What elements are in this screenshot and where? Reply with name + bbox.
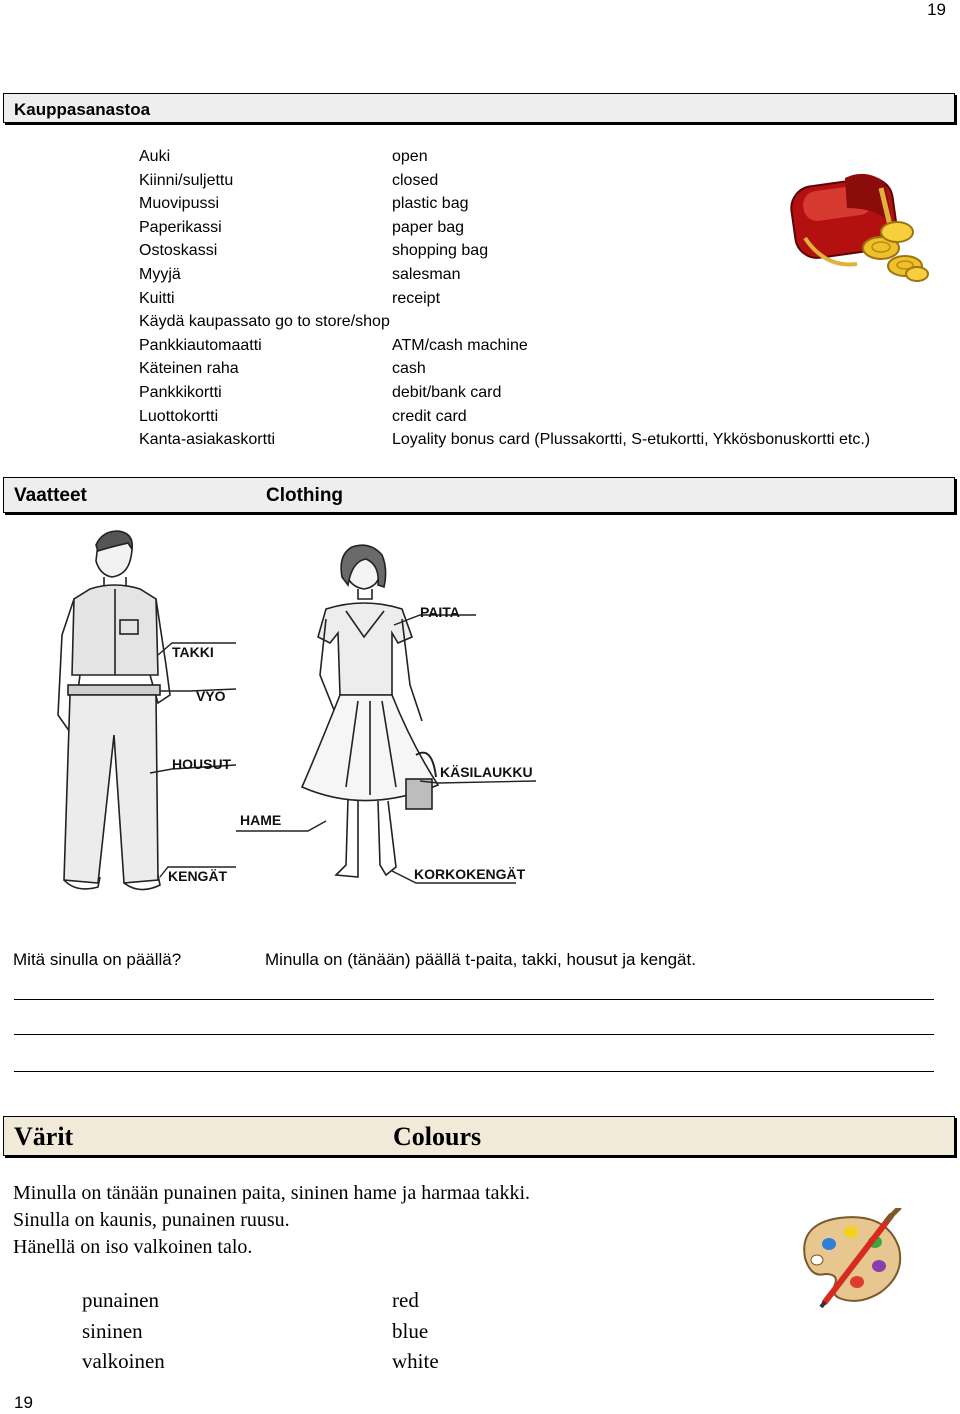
shopping-vocabulary-header — [3, 93, 955, 123]
page-number-bottom: 19 — [14, 1393, 33, 1412]
vocab-fi: Kanta-asiakaskortti — [139, 431, 276, 449]
label-vyo: VYÖ — [196, 688, 226, 704]
vocab-en: closed — [392, 171, 439, 189]
kasilaukku-leader — [420, 781, 536, 783]
colour-en: red — [392, 1288, 419, 1312]
label-takki: TAKKI — [172, 644, 214, 660]
colour-fi: sininen — [82, 1318, 143, 1343]
colour-sentence: Minulla on tänään punainen paita, sininen hame ja harmaa takki. — [13, 1182, 531, 1204]
coin-purse-icon — [785, 168, 930, 290]
colours-header — [3, 1116, 955, 1156]
vocab-fi: Pankkiautomaatti — [139, 336, 262, 354]
answer-line[interactable] — [14, 1071, 934, 1072]
vocab-en: credit card — [392, 407, 467, 425]
vocab-en: debit/bank card — [392, 383, 502, 401]
vocab-en: open — [392, 148, 428, 165]
woman-figure — [302, 545, 438, 877]
clothing-illustration — [40, 525, 540, 905]
vocab-fi: Pankkikortti — [139, 383, 222, 401]
colour-en: blue — [392, 1318, 429, 1343]
label-kengat: KENGÄT — [168, 868, 228, 884]
colours-title-fi: Värit — [14, 1122, 74, 1151]
clothing-example-answer: Minulla on (tänään) päällä t-paita, takki, housut ja kengät. — [265, 950, 696, 969]
clothing-title-en: Clothing — [266, 485, 344, 506]
clothing-title-fi: Vaatteet — [14, 485, 87, 506]
vocab-en: shopping bag — [392, 242, 489, 260]
vocab-fi: Kuitti — [139, 289, 175, 307]
man-figure — [58, 531, 170, 890]
colour-sentence: Hänellä on iso valkoinen talo. — [13, 1236, 253, 1258]
vocab-en: paper bag — [392, 218, 465, 236]
vocab-en: Loyality bonus card (Plussakortti, S-etukortti, Ykkösbonuskortti etc.) — [392, 431, 871, 449]
vocab-fi: Myyjä — [139, 265, 181, 283]
page-number-top: 19 — [927, 0, 946, 19]
colour-sentences — [13, 1180, 530, 1261]
vocab-en: cash — [392, 360, 426, 378]
label-paita: PAITA — [420, 604, 460, 620]
vocab-en: receipt — [392, 289, 441, 307]
label-korkokengat: KORKOKENGÄT — [414, 866, 526, 882]
label-housut: HOUSUT — [172, 756, 232, 772]
clothing-question: Mitä sinulla on päällä? — [13, 950, 182, 969]
paint-palette-icon — [795, 1208, 907, 1308]
shopping-vocabulary-title: Kauppasanastoa — [14, 100, 151, 119]
clothing-header — [3, 477, 955, 513]
colour-fi: valkoinen — [82, 1349, 165, 1373]
colour-en: white — [392, 1349, 439, 1373]
vocab-fi: Muovipussi — [139, 195, 220, 213]
answer-line[interactable] — [14, 999, 934, 1000]
vocab-fi: Auki — [139, 148, 171, 165]
answer-line[interactable] — [14, 1034, 934, 1035]
vocab-en: ATM/cash machine — [392, 336, 528, 354]
vocab-fi: Käydä kaupassato go to store/shop — [139, 313, 390, 331]
colour-fi: punainen — [82, 1288, 159, 1312]
vocab-en: plastic bag — [392, 195, 469, 213]
colour-sentence: Sinulla on kaunis, punainen ruusu. — [13, 1209, 290, 1231]
vocab-fi: Paperikassi — [139, 218, 222, 236]
vocab-fi: Käteinen raha — [139, 360, 239, 378]
colours-title-en: Colours — [393, 1122, 482, 1151]
vocab-fi: Kiinni/suljettu — [139, 171, 234, 189]
vocab-fi: Luottokortti — [139, 407, 219, 425]
vocab-fi: Ostoskassi — [139, 242, 218, 260]
label-kasilaukku: KÄSILAUKKU — [440, 764, 533, 780]
vocab-en: salesman — [392, 265, 461, 283]
label-hame: HAME — [240, 812, 282, 828]
